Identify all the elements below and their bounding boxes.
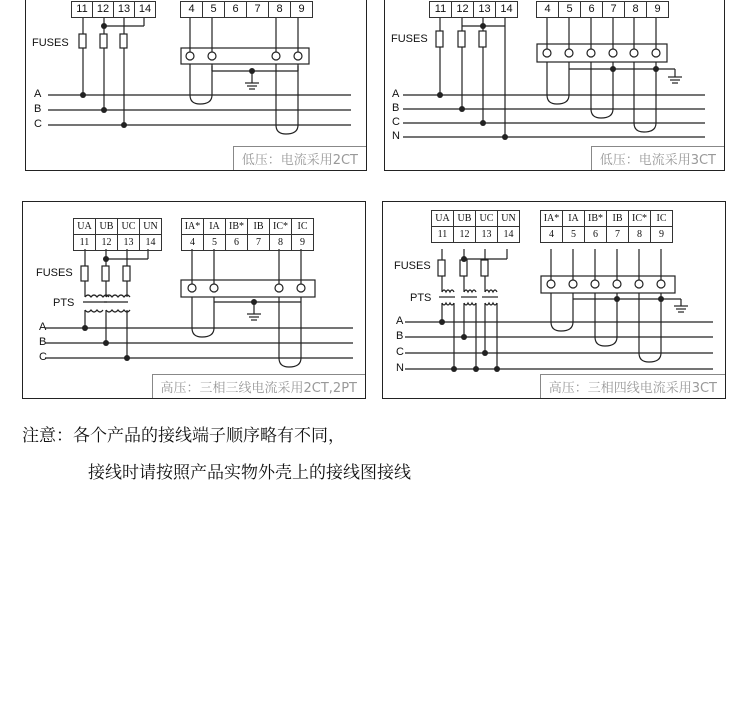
phase-b-label: B xyxy=(39,336,47,348)
terminal-8: 8 xyxy=(629,227,651,242)
terminal-13: 13 xyxy=(476,227,498,242)
pts-label: PTS xyxy=(53,297,75,309)
head-uc: UC xyxy=(118,219,140,234)
fuses-label: FUSES xyxy=(36,267,73,279)
terminal-5: 5 xyxy=(203,2,225,17)
phase-c-label: C xyxy=(39,351,47,363)
fuses-label: FUSES xyxy=(391,33,428,45)
pts-label: PTS xyxy=(410,292,432,304)
terminal-14: 14 xyxy=(145,237,156,248)
terminal-6: 6 xyxy=(226,235,248,250)
head-ia-star: IA* xyxy=(182,219,204,234)
terminal-7: 7 xyxy=(247,2,269,17)
head-ic-star: IC* xyxy=(270,219,292,234)
terminal-11: 11 xyxy=(72,2,93,17)
terminal-9: 9 xyxy=(659,229,664,240)
terminal-7: 7 xyxy=(603,2,625,17)
current-terminal-block xyxy=(181,218,314,251)
diagram-caption: 高压：三相三线电流采用2CT,2PT xyxy=(152,374,365,398)
terminal-6: 6 xyxy=(581,2,603,17)
phase-c-label: C xyxy=(396,346,404,358)
terminal-12: 12 xyxy=(93,2,114,17)
phase-n-label: N xyxy=(396,362,404,374)
phase-a-label: A xyxy=(392,88,400,100)
head-ub: UB xyxy=(454,211,476,226)
terminal-5: 5 xyxy=(563,227,585,242)
terminal-9: 9 xyxy=(300,237,305,248)
current-terminal-block xyxy=(536,1,669,18)
wiring-diagram-high-voltage-2ct-2pt xyxy=(22,201,366,399)
head-ib-star: IB* xyxy=(585,211,607,226)
terminal-4: 4 xyxy=(537,2,559,17)
terminal-7: 7 xyxy=(607,227,629,242)
head-ua: UA xyxy=(74,219,96,234)
terminal-6: 6 xyxy=(225,2,247,17)
terminal-9: 9 xyxy=(298,3,305,15)
terminal-12: 12 xyxy=(452,2,474,17)
head-ia-star: IA* xyxy=(541,211,563,226)
head-ua: UA xyxy=(432,211,454,226)
wiring-diagram-low-voltage-2ct xyxy=(25,0,367,171)
terminal-14: 14 xyxy=(503,229,514,240)
voltage-terminal-block xyxy=(429,1,518,18)
terminal-4: 4 xyxy=(181,2,203,17)
fuses-label: FUSES xyxy=(394,260,431,272)
terminal-14: 14 xyxy=(138,3,152,15)
phase-a-label: A xyxy=(396,315,404,327)
terminal-11: 11 xyxy=(430,2,452,17)
phase-a-label: A xyxy=(39,321,47,333)
terminal-4: 4 xyxy=(182,235,204,250)
head-un: UN xyxy=(501,213,516,224)
fuses-label: FUSES xyxy=(32,37,69,49)
phase-c-label: C xyxy=(392,116,400,128)
terminal-6: 6 xyxy=(585,227,607,242)
terminal-9: 9 xyxy=(654,3,661,15)
note-line-2: 接线时请按照产品实物外壳上的接线图接线 xyxy=(88,463,411,483)
phase-n-label: N xyxy=(392,130,400,142)
voltage-terminal-block xyxy=(73,218,162,251)
terminal-11: 11 xyxy=(432,227,454,242)
terminal-13: 13 xyxy=(474,2,496,17)
terminal-5: 5 xyxy=(204,235,226,250)
terminal-13: 13 xyxy=(118,235,140,250)
voltage-terminal-block xyxy=(71,1,156,18)
terminal-7: 7 xyxy=(248,235,270,250)
voltage-terminal-block xyxy=(431,210,520,243)
head-ib: IB xyxy=(607,211,629,226)
head-ia: IA xyxy=(204,219,226,234)
terminal-4: 4 xyxy=(541,227,563,242)
wiring-diagram-high-voltage-3ct xyxy=(382,201,726,399)
current-terminal-block xyxy=(540,210,673,243)
wiring-diagram-low-voltage-3ct xyxy=(384,0,725,171)
terminal-12: 12 xyxy=(96,235,118,250)
head-ub: UB xyxy=(96,219,118,234)
head-ic-star: IC* xyxy=(629,211,651,226)
head-ia: IA xyxy=(563,211,585,226)
note-line-1: 注意：各个产品的接线端子顺序略有不同， xyxy=(22,426,345,446)
diagram-caption: 低压：电流采用3CT xyxy=(591,146,724,170)
head-ib: IB xyxy=(248,219,270,234)
terminal-8: 8 xyxy=(269,2,291,17)
phase-c-label: C xyxy=(34,118,42,130)
phase-a-label: A xyxy=(34,88,42,100)
terminal-13: 13 xyxy=(114,2,135,17)
terminal-11: 11 xyxy=(74,235,96,250)
current-terminal-block xyxy=(180,1,313,18)
head-ic: IC xyxy=(656,213,667,224)
diagram-caption: 高压：三相四线电流采用3CT xyxy=(540,374,725,398)
terminal-12: 12 xyxy=(454,227,476,242)
phase-b-label: B xyxy=(392,102,400,114)
head-ic: IC xyxy=(297,221,308,232)
phase-b-label: B xyxy=(396,330,404,342)
head-ib-star: IB* xyxy=(226,219,248,234)
terminal-14: 14 xyxy=(500,3,513,15)
terminal-8: 8 xyxy=(625,2,647,17)
terminal-8: 8 xyxy=(270,235,292,250)
head-un: UN xyxy=(143,221,158,232)
phase-b-label: B xyxy=(34,103,42,115)
terminal-5: 5 xyxy=(559,2,581,17)
head-uc: UC xyxy=(476,211,498,226)
diagram-caption: 低压：电流采用2CT xyxy=(233,146,366,170)
